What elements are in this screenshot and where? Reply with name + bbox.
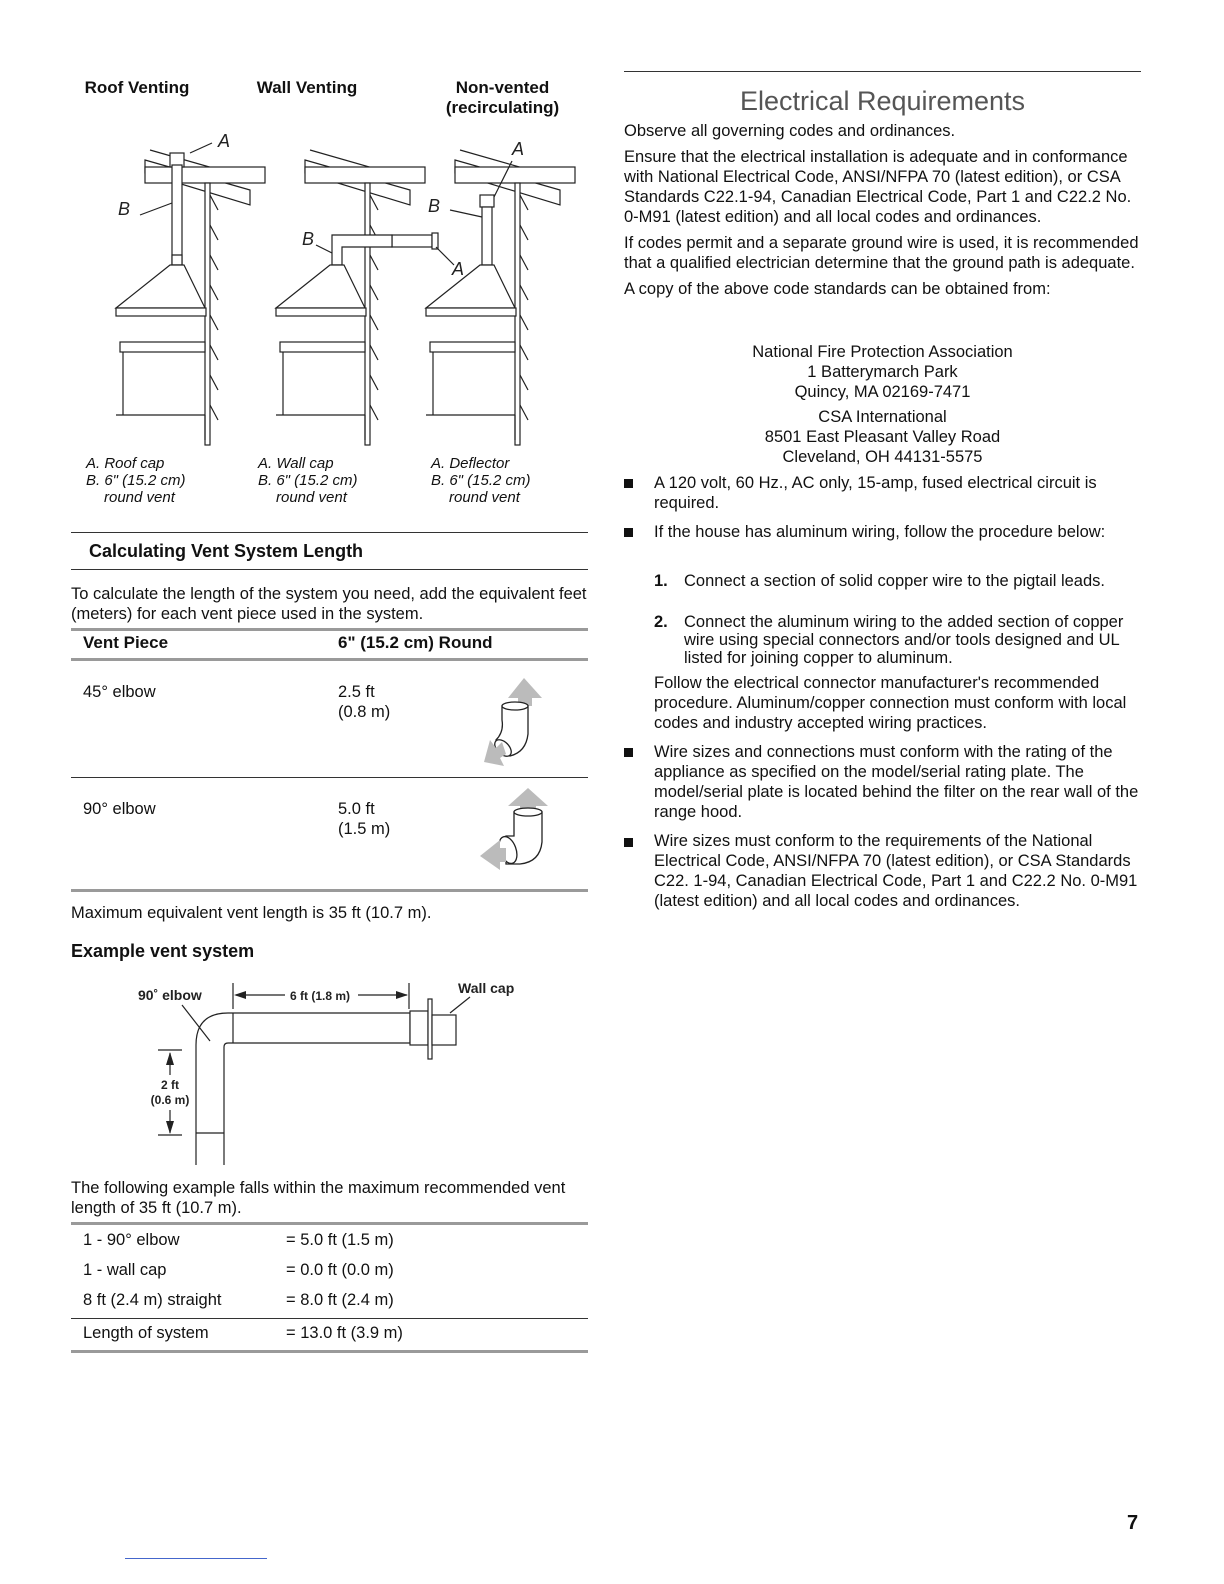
divider bbox=[71, 777, 588, 778]
table-top-rule bbox=[71, 628, 588, 631]
example-row-value: = 8.0 ft (2.4 m) bbox=[286, 1291, 394, 1309]
electrical-p1: Observe all governing codes and ordinances. bbox=[624, 122, 956, 140]
90-elbow-icon bbox=[478, 786, 554, 880]
divider bbox=[71, 569, 588, 570]
roof-caption-b: B. 6" (15.2 cm) bbox=[86, 472, 186, 489]
nonvented-caption bbox=[431, 455, 591, 506]
nonvented-caption-a: A. Deflector bbox=[431, 455, 510, 472]
nonvented-title-line2: (recirculating) bbox=[445, 98, 560, 117]
nonvented-label-b: B bbox=[428, 196, 441, 216]
max-length-note: Maximum equivalent vent length is 35 ft (10.7 m). bbox=[71, 904, 432, 922]
page-number: 7 bbox=[1127, 1512, 1139, 1534]
address-line: CSA International bbox=[818, 408, 947, 426]
example-row-item: 8 ft (2.4 m) straight bbox=[83, 1291, 222, 1309]
height-callout-1: 2 ft bbox=[161, 1078, 179, 1092]
calc-heading: Calculating Vent System Length bbox=[89, 541, 364, 561]
length-callout: 6 ft (1.8 m) bbox=[290, 989, 351, 1003]
nonvented-label-a: A bbox=[512, 139, 525, 159]
nonvented-diagram bbox=[426, 139, 575, 445]
step-number: 1. bbox=[654, 572, 668, 590]
nonvented-caption-b2: round vent bbox=[449, 489, 520, 506]
bullet-aluminum: If the house has aluminum wiring, follow the procedure below: bbox=[654, 523, 1106, 541]
wall-label-a: A bbox=[452, 259, 465, 279]
electrical-p4: A copy of the above code standards can be obtained from: bbox=[624, 280, 1051, 298]
electrical-p2: Ensure that the electrical installation is adequate and in conformance with National Electrical Code, ANSI/NFPA 70 (latest edition), or CSA Standards C22.1-94, Canadian Electrical Code, Part 1 and C22.2 No. 0-M91 (latest edition) and all local codes and ordinances. bbox=[624, 148, 1132, 226]
wall-caption-b2: round vent bbox=[276, 489, 347, 506]
footer-line bbox=[125, 1558, 267, 1559]
height-callout-2: (0.6 m) bbox=[150, 1093, 190, 1107]
calc-intro: To calculate the length of the system you need, add the equivalent feet (meters) for each vent piece used in the system. bbox=[71, 585, 587, 623]
roof-caption-a: A. Roof cap bbox=[86, 455, 165, 472]
address-line: Quincy, MA 02169-7471 bbox=[794, 383, 971, 401]
electrical-intro bbox=[624, 121, 1144, 305]
address-line: 1 Batterymarch Park bbox=[807, 363, 958, 381]
col-vent-piece: Vent Piece bbox=[83, 633, 169, 652]
csa-address bbox=[624, 407, 1141, 467]
electrical-heading: Electrical Requirements bbox=[739, 86, 1026, 116]
bullet-icon bbox=[624, 838, 633, 847]
nonvented-title-line1: Non-vented bbox=[455, 78, 550, 97]
wall-caption-b: B. 6" (15.2 cm) bbox=[258, 472, 358, 489]
address-line: Cleveland, OH 44131-5575 bbox=[782, 448, 983, 466]
example-row-item: 1 - wall cap bbox=[83, 1261, 167, 1279]
table-bottom-rule bbox=[71, 889, 588, 892]
example-row-value: = 0.0 ft (0.0 m) bbox=[286, 1261, 394, 1279]
wallcap-callout: Wall cap bbox=[458, 980, 515, 996]
bullet-icon bbox=[624, 479, 633, 488]
table-row-m: (0.8 m) bbox=[338, 703, 391, 721]
deflector-icon bbox=[480, 195, 494, 207]
divider bbox=[71, 532, 588, 533]
example-row-value: = 5.0 ft (1.5 m) bbox=[286, 1231, 394, 1249]
roof-venting-title: Roof Venting bbox=[84, 78, 190, 97]
step-text: Connect a section of solid copper wire to the pigtail leads. bbox=[684, 572, 1105, 590]
nonvented-title bbox=[425, 78, 580, 118]
roof-label-b: B bbox=[118, 199, 131, 219]
bullet-icon bbox=[624, 528, 633, 537]
example-table-top-rule bbox=[71, 1222, 588, 1225]
divider bbox=[71, 1318, 588, 1319]
example-heading: Example vent system bbox=[71, 941, 255, 961]
example-intro: The following example falls within the maximum recommended vent length of 35 ft (10.7 m). bbox=[71, 1179, 566, 1217]
roof-venting-diagram bbox=[116, 131, 265, 445]
nfpa-address bbox=[624, 342, 1141, 402]
roof-caption bbox=[86, 455, 246, 506]
roof-label-a: A bbox=[218, 131, 231, 151]
step-number: 2. bbox=[654, 613, 668, 631]
wall-caption bbox=[258, 455, 418, 506]
total-value: = 13.0 ft (3.9 m) bbox=[286, 1324, 403, 1342]
wall-caption-a: A. Wall cap bbox=[258, 455, 334, 472]
divider bbox=[624, 71, 1141, 72]
wall-label-b: B bbox=[302, 229, 315, 249]
45-elbow-icon bbox=[480, 676, 550, 768]
venting-diagrams bbox=[60, 125, 600, 455]
bullet-icon bbox=[624, 748, 633, 757]
nonvented-caption-b: B. 6" (15.2 cm) bbox=[431, 472, 531, 489]
wall-venting-title: Wall Venting bbox=[256, 78, 358, 97]
electrical-p3: If codes permit and a separate ground wire is used, it is recommended that a qualified electrician determine that the ground path is adequate. bbox=[624, 234, 1139, 272]
step-text: Connect the aluminum wiring to the added section of copper wire using special connectors and/or tools designed and UL listed for joining copper to aluminum. bbox=[684, 613, 1124, 667]
table-row-piece: 45° elbow bbox=[83, 683, 156, 701]
example-table-bottom-rule bbox=[71, 1350, 588, 1353]
table-row-piece: 90° elbow bbox=[83, 800, 156, 818]
col-round: 6" (15.2 cm) Round bbox=[338, 633, 493, 652]
table-header-rule bbox=[71, 658, 588, 661]
wall-venting-diagram bbox=[276, 150, 464, 445]
table-row-ft: 5.0 ft bbox=[338, 800, 375, 818]
address-line: National Fire Protection Association bbox=[752, 343, 1013, 361]
example-row-item: 1 - 90° elbow bbox=[83, 1231, 180, 1249]
total-item: Length of system bbox=[83, 1324, 209, 1342]
example-vent-diagram bbox=[130, 975, 550, 1170]
roof-caption-b2: round vent bbox=[104, 489, 175, 506]
bullet-wire-rating: Wire sizes and connections must conform with the rating of the appliance as specified on the model/serial rating plate. The model/serial plate is located behind the filter on the rear wall of the range hood. bbox=[654, 743, 1139, 821]
follow-procedure: Follow the electrical connector manufacturer's recommended procedure. Aluminum/copper connection must conform with local codes and industry accepted wiring practices. bbox=[654, 674, 1127, 732]
table-row-ft: 2.5 ft bbox=[338, 683, 375, 701]
bullet-circuit: A 120 volt, 60 Hz., AC only, 15-amp, fused electrical circuit is required. bbox=[654, 474, 1097, 512]
bullet-wire-code: Wire sizes must conform to the requirements of the National Electrical Code, ANSI/NFPA 70 (latest edition), or CSA Standards C22. 1-94, Canadian Electrical Code, Part 1 and C22.2 No. 0-M91 (latest edition) and all local codes and ordinances. bbox=[654, 832, 1138, 910]
address-line: 8501 East Pleasant Valley Road bbox=[764, 428, 1001, 446]
wall-cap-icon bbox=[432, 233, 438, 249]
elbow-callout: 90˚ elbow bbox=[138, 987, 202, 1003]
table-row-m: (1.5 m) bbox=[338, 820, 391, 838]
